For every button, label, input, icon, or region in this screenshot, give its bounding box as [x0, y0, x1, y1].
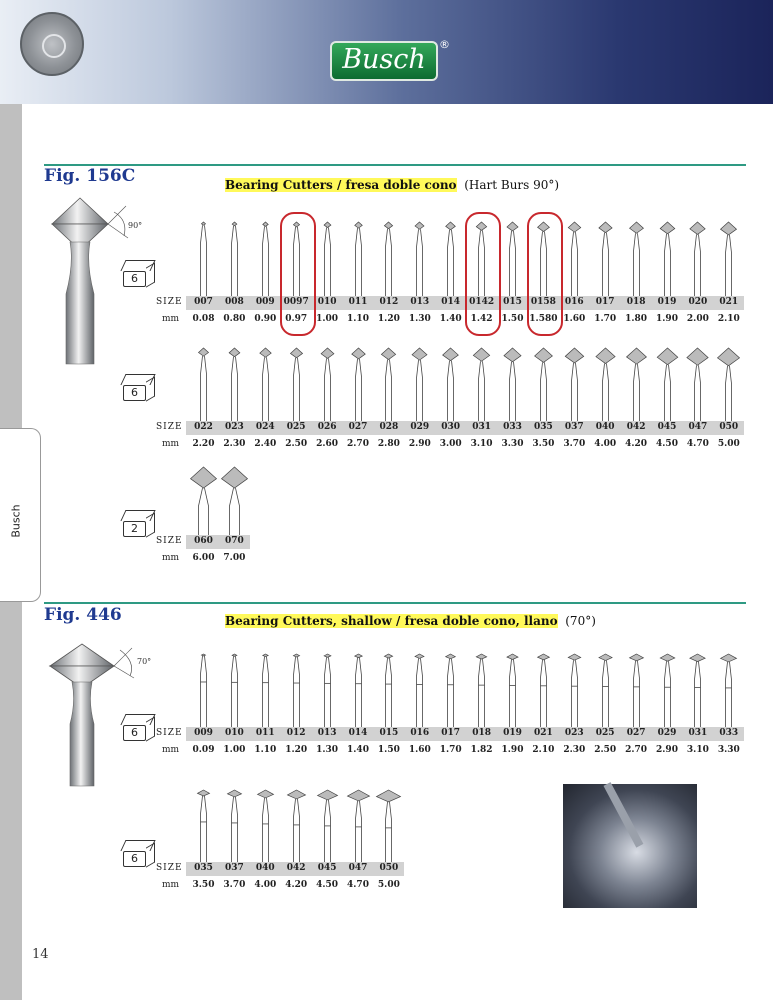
fig-446-row-1-mm-013: 1.30	[316, 745, 339, 755]
fig-446-row-1-size-014: 014	[348, 728, 368, 738]
fig-156c-row-1-mm-016: 1.60	[563, 314, 586, 324]
fig-446-row-1-pack-box-icon	[120, 712, 156, 742]
fig-446-row-1-bur-013	[312, 652, 344, 727]
fig-446-row-1-size-016: 016	[410, 728, 430, 738]
fig-446-row-1-mm-021: 2.10	[532, 745, 555, 755]
fig-446-angle: 70°	[137, 657, 152, 666]
fig-446-row-1-size-019: 019	[503, 728, 522, 738]
fig-446-row-1-size-010: 010	[224, 728, 244, 738]
fig-156c-row-3-mm-060: 6.00	[192, 553, 215, 563]
fig-156c-row-2-bur-050	[713, 346, 745, 421]
fig-446-row-1-bur-016	[404, 652, 436, 727]
fig-156c-row-1-bur-014	[435, 220, 467, 296]
fig-156c-row-1-size-011: 011	[348, 297, 368, 307]
page-number: 14	[32, 947, 49, 962]
fig-156c-row-1-bur-009	[250, 220, 282, 296]
fig-446-row-1-bur-009	[188, 652, 220, 727]
fig-156c-row-1-bur-016	[559, 220, 591, 296]
fig-446-row-1-bur-029	[652, 652, 684, 727]
fig-156c-row-2-bur-028	[373, 346, 405, 421]
fig-446-row-1-size-015: 015	[379, 728, 399, 738]
fig-446-row-1-bur-010	[219, 652, 251, 727]
fig-156c-row-1-size-label: SIZE	[156, 297, 183, 307]
fig-156c-row-1-size-008: 008	[224, 297, 244, 307]
fig-156c-subtitle-highlight: Bearing Cutters / fresa doble cono	[225, 178, 457, 192]
registered-mark: ®	[439, 38, 450, 51]
fig-156c-row-2-bur-035	[528, 346, 560, 421]
fig-446-row-2-bur-047	[343, 788, 375, 862]
fig-156c-row-2-size-027: 027	[348, 422, 368, 432]
fig-446-row-2-size-047: 047	[348, 863, 368, 873]
fig-446-row-2-bur-045	[312, 788, 344, 862]
fig-156c-row-1-size-020: 020	[688, 297, 708, 307]
fig-156c-row-1-size-0158: 0158	[530, 297, 556, 307]
fig-446-subtitle-rest: (70°)	[565, 614, 596, 628]
fig-156c-row-2-bur-031	[466, 346, 498, 421]
fig-156c-row-2-bur-033	[497, 346, 529, 421]
fig-156c-row-1-size-013: 013	[410, 297, 430, 307]
fig-446-row-1-bur-014	[343, 652, 375, 727]
fig-446-row-1-mm-027: 2.70	[625, 745, 648, 755]
fig-156c-row-1-bur-007	[188, 220, 220, 296]
fig-156c-angle: 90°	[128, 221, 143, 230]
fig-446-row-2-mm-047: 4.70	[347, 880, 369, 890]
fig-156c-row-1-size-014: 014	[441, 297, 461, 307]
fig-156c-row-1-mm-008: 0.80	[223, 314, 246, 324]
page-header	[0, 0, 773, 104]
fig-156c-row-2-bur-027	[343, 346, 375, 421]
fig-156c-row-1-size-007: 007	[194, 297, 213, 307]
fig-156c-row-2-bur-022	[188, 346, 220, 421]
fig-156c-row-2-size-050: 050	[719, 422, 739, 432]
fig-156c-row-2-mm-029: 2.90	[408, 439, 431, 449]
fig-156c-row-3-size-060: 060	[194, 536, 213, 546]
fig-156c-row-3-mm-070: 7.00	[223, 553, 246, 563]
fig-156c-row-1-mm-012: 1.20	[377, 314, 400, 324]
fig-156c-title: Fig. 156C	[44, 166, 136, 186]
fig-156c-row-1-mm-020: 2.00	[686, 314, 709, 324]
fig-446-row-2-size-label: SIZE	[156, 863, 183, 873]
fig-156c-row-1-mm-011: 1.10	[347, 314, 369, 324]
fig-446-row-2-size-037: 037	[224, 863, 244, 873]
fig-446-row-1-bur-018	[466, 652, 498, 727]
fig-156c-row-2-bur-026	[312, 346, 344, 421]
fig-156c-row-3-pack-box-icon	[120, 508, 156, 538]
fig-446-row-2-bur-035	[188, 788, 220, 862]
fig-156c-row-1-size-0097: 0097	[283, 297, 309, 307]
fig-446-row-1-mm-025: 2.50	[594, 745, 617, 755]
fig-446-row-1-mm-031: 3.10	[686, 745, 709, 755]
fig-156c-row-1-bur-015	[497, 220, 529, 296]
fig-446-row-1-size-017: 017	[441, 728, 461, 738]
fig-156c-row-1-size-012: 012	[379, 297, 399, 307]
fig-156c-row-3-size-label: SIZE	[156, 536, 183, 546]
cutter-in-use-photo	[563, 784, 697, 908]
fig-156c-row-1-size-017: 017	[595, 297, 615, 307]
fig-156c-row-2-bur-037	[559, 346, 591, 421]
fig-156c-row-2-mm-035: 3.50	[532, 439, 555, 449]
fig-156c-row-2-bur-047	[682, 346, 714, 421]
fig-156c-row-1-bur-019	[652, 220, 684, 296]
fig-156c-row-2-mm-label: mm	[162, 439, 180, 449]
fig-446-row-1-mm-033: 3.30	[717, 745, 740, 755]
fig-156c-row-1-mm-007: 0.08	[192, 314, 215, 324]
fig-156c-row-2-size-035: 035	[533, 422, 553, 432]
fig-446-row-1-mm-015: 1.50	[377, 745, 400, 755]
fig-446-subtitle	[225, 614, 596, 628]
fig-446-row-2-mm-050: 5.00	[377, 880, 400, 890]
fig-446-row-1-mm-029: 2.90	[656, 745, 678, 755]
fig-156c-row-2-mm-022: 2.20	[192, 439, 215, 449]
fig-156c-row-2-size-026: 026	[317, 422, 337, 432]
fig-156c-subtitle-rest: (Hart Burs 90°)	[464, 178, 560, 192]
fig-156c-row-1-size-019: 019	[657, 297, 677, 307]
fig-156c-row-3-mm-label: mm	[162, 553, 180, 563]
fig-156c-row-1-bur-018	[621, 220, 653, 296]
fig-156c-row-2-size-030: 030	[441, 422, 461, 432]
fig-156c-row-2-mm-033: 3.30	[501, 439, 524, 449]
fig-156c-row-2-size-023: 023	[224, 422, 244, 432]
fig-156c-row-1-bur-011	[343, 220, 375, 296]
fig-156c-row-1-mm-010: 1.00	[316, 314, 339, 324]
fig-156c-row-1-size-016: 016	[564, 297, 584, 307]
fig-446-row-2-size-040: 040	[255, 863, 275, 873]
fig-156c-row-1-size-0142: 0142	[469, 297, 495, 307]
fig-156c-row-2-size-022: 022	[194, 422, 213, 432]
fig-446-row-1-mm-012: 1.20	[285, 745, 308, 755]
fig-156c-row-1-mm-label: mm	[162, 314, 180, 324]
fig-156c-row-1-mm-014: 1.40	[439, 314, 462, 324]
fig-156c-row-2-size-042: 042	[626, 422, 646, 432]
fig-446-row-2-mm-040: 4.00	[254, 880, 277, 890]
fig-446-row-1-size-012: 012	[286, 728, 306, 738]
fig-156c-row-2-bur-025	[281, 346, 313, 421]
seal-emblem-icon	[20, 12, 84, 76]
fig-446-row-1-mm-009: 0.09	[192, 745, 215, 755]
fig-446-row-2-pack-box-icon	[120, 838, 156, 868]
fig-156c-row-2-bur-029	[404, 346, 436, 421]
fig-446-row-1-bur-027	[621, 652, 653, 727]
fig-446-row-1-size-011: 011	[255, 728, 275, 738]
fig-446-row-1-size-013: 013	[317, 728, 337, 738]
fig-156c-row-1-size-021: 021	[719, 297, 739, 307]
fig-156c-row-1-bur-020	[682, 220, 714, 296]
fig-156c-row-2-mm-037: 3.70	[563, 439, 586, 449]
fig-156c-row-1-size-010: 010	[317, 297, 337, 307]
fig-446-row-1-bur-012	[281, 652, 313, 727]
fig-156c-row-1-pack-count: 6	[123, 271, 146, 287]
fig-156c-row-2-mm-025: 2.50	[285, 439, 308, 449]
fig-156c-row-3-pack-count: 2	[123, 521, 146, 537]
fig-156c-row-1-size-009: 009	[255, 297, 275, 307]
fig-156c-row-2-mm-030: 3.00	[439, 439, 462, 449]
fig-156c-row-2-size-037: 037	[564, 422, 584, 432]
fig-156c-row-1-highlight-0158	[527, 212, 563, 336]
fig-446-subtitle-highlight: Bearing Cutters, shallow / fresa doble cono, llano	[225, 614, 558, 628]
fig-156c-row-2-pack-count: 6	[123, 385, 146, 401]
fig-156c-row-1-bur-017	[590, 220, 622, 296]
fig-156c-row-2-pack-box-icon	[120, 372, 156, 402]
fig-446-row-2-pack-count: 6	[123, 851, 146, 867]
fig-156c-row-3-size-070: 070	[224, 536, 244, 546]
fig-446-row-1-mm-017: 1.70	[439, 745, 462, 755]
fig-156c-row-2-size-024: 024	[255, 422, 275, 432]
fig-446-row-1-bur-023	[559, 652, 591, 727]
fig-446-row-2-bur-037	[219, 788, 251, 862]
fig-156c-row-1-bur-013	[404, 220, 436, 296]
fig-156c-row-1-pack-box-icon	[120, 258, 156, 288]
fig-446-row-1-bur-019	[497, 652, 529, 727]
fig-156c-row-1-bur-010	[312, 220, 344, 296]
fig-156c-row-2-size-label: SIZE	[156, 422, 183, 432]
fig-446-row-1-size-021: 021	[533, 728, 553, 738]
fig-446-row-2-mm-042: 4.20	[285, 880, 308, 890]
fig-156c-row-1-size-018: 018	[626, 297, 646, 307]
fig-156c-row-2-mm-027: 2.70	[347, 439, 369, 449]
fig-156c-row-1-mm-017: 1.70	[594, 314, 617, 324]
fig-446-row-1-size-029: 029	[657, 728, 677, 738]
fig-156c-row-2-bur-023	[219, 346, 251, 421]
fig-446-row-1-mm-010: 1.00	[223, 745, 246, 755]
fig-446-row-1-size-025: 025	[595, 728, 615, 738]
fig-156c-row-2-mm-028: 2.80	[377, 439, 400, 449]
fig-446-row-1-bur-021	[528, 652, 560, 727]
fig-156c-row-1-mm-015: 1.50	[501, 314, 524, 324]
fig-156c-row-1-highlight-0097	[280, 212, 316, 336]
fig-446-row-1-bur-017	[435, 652, 467, 727]
fig-156c-row-3-bur-060	[188, 465, 220, 535]
fig-156c-row-3-bur-070	[219, 465, 251, 535]
fig-156c-row-2-mm-050: 5.00	[717, 439, 740, 449]
fig-156c-row-1-mm-013: 1.30	[408, 314, 431, 324]
fig-156c-row-1-highlight-0142	[465, 212, 501, 336]
fig-446-row-1-bur-025	[590, 652, 622, 727]
fig-446-title: Fig. 446	[44, 605, 122, 625]
fig-446-row-1-mm-019: 1.90	[501, 745, 524, 755]
fig-156c-row-2-size-029: 029	[410, 422, 430, 432]
fig-446-row-1-bur-031	[682, 652, 714, 727]
fig-156c-row-1-bur-008	[219, 220, 251, 296]
fig-156c-row-2-bur-045	[652, 346, 684, 421]
fig-446-row-1-size-027: 027	[626, 728, 646, 738]
fig-446-row-2-size-050: 050	[379, 863, 399, 873]
fig-156c-rule	[44, 164, 746, 166]
fig-156c-row-2-bur-040	[590, 346, 622, 421]
fig-156c-row-2-mm-026: 2.60	[316, 439, 339, 449]
fig-156c-row-2-mm-047: 4.70	[686, 439, 709, 449]
fig-446-row-1-mm-011: 1.10	[254, 745, 277, 755]
fig-156c-row-1-size-015: 015	[503, 297, 522, 307]
fig-446-row-1-bur-033	[713, 652, 745, 727]
fig-446-row-2-size-035: 035	[194, 863, 213, 873]
fig-156c-row-1-mm-0142: 1.42	[470, 314, 493, 324]
fig-156c-row-1-mm-018: 1.80	[625, 314, 648, 324]
fig-156c-row-1-bur-021	[713, 220, 745, 296]
fig-446-row-2-size-045: 045	[317, 863, 337, 873]
fig-446-row-1-size-033: 033	[719, 728, 739, 738]
fig-446-row-1-bur-015	[373, 652, 405, 727]
fig-156c-row-1-mm-019: 1.90	[656, 314, 678, 324]
fig-446-row-2-mm-037: 3.70	[223, 880, 246, 890]
fig-156c-row-2-bur-024	[250, 346, 282, 421]
fig-446-row-1-bur-011	[250, 652, 282, 727]
fig-446-row-1-size-009: 009	[194, 728, 213, 738]
fig-156c-row-2-mm-040: 4.00	[594, 439, 617, 449]
fig-446-row-2-mm-label: mm	[162, 880, 180, 890]
fig-156c-row-2-mm-045: 4.50	[656, 439, 678, 449]
fig-156c-row-2-size-047: 047	[688, 422, 708, 432]
fig-446-row-2-mm-035: 3.50	[192, 880, 215, 890]
fig-156c-row-2-size-033: 033	[503, 422, 522, 432]
fig-446-row-2-bur-040	[250, 788, 282, 862]
fig-446-row-1-mm-label: mm	[162, 745, 180, 755]
fig-156c-row-2-mm-024: 2.40	[254, 439, 277, 449]
fig-156c-row-2-size-045: 045	[657, 422, 677, 432]
fig-156c-row-2-bur-042	[621, 346, 653, 421]
fig-156c-row-1-mm-0097: 0.97	[285, 314, 308, 324]
fig-156c-row-2-size-028: 028	[379, 422, 399, 432]
fig-446-row-1-size-023: 023	[564, 728, 584, 738]
fig-156c-row-2-mm-042: 4.20	[625, 439, 648, 449]
section-tab	[0, 428, 41, 602]
section-tab-label: Busch	[9, 504, 23, 538]
fig-446-row-1-size-018: 018	[472, 728, 491, 738]
fig-446-row-2-bur-050	[373, 788, 405, 862]
fig-156c-row-2-size-031: 031	[472, 422, 491, 432]
fig-156c-row-1-mm-021: 2.10	[717, 314, 740, 324]
fig-156c-row-1-mm-009: 0.90	[254, 314, 277, 324]
fig-446-row-1-mm-014: 1.40	[347, 745, 369, 755]
fig-156c-row-1-bur-012	[373, 220, 405, 296]
fig-446-row-1-size-label: SIZE	[156, 728, 183, 738]
fig-156c-row-2-size-025: 025	[286, 422, 306, 432]
fig-446-row-1-mm-023: 2.30	[563, 745, 586, 755]
fig-156c-row-1-mm-0158: 1.580	[529, 314, 558, 324]
fig-446-row-2-mm-045: 4.50	[316, 880, 339, 890]
fig-446-row-1-mm-018: 1.82	[470, 745, 493, 755]
fig-446-row-1-mm-016: 1.60	[408, 745, 431, 755]
fig-446-rule	[44, 602, 746, 604]
fig-156c-subtitle	[225, 178, 559, 192]
busch-logo: Busch	[330, 41, 438, 81]
fig-446-row-1-size-031: 031	[688, 728, 708, 738]
fig-446-row-2-size-042: 042	[286, 863, 306, 873]
fig-156c-row-2-mm-031: 3.10	[470, 439, 493, 449]
fig-156c-row-2-bur-030	[435, 346, 467, 421]
fig-156c-row-2-size-040: 040	[595, 422, 615, 432]
fig-446-row-2-bur-042	[281, 788, 313, 862]
fig-446-row-1-pack-count: 6	[123, 725, 146, 741]
fig-156c-row-2-mm-023: 2.30	[223, 439, 246, 449]
